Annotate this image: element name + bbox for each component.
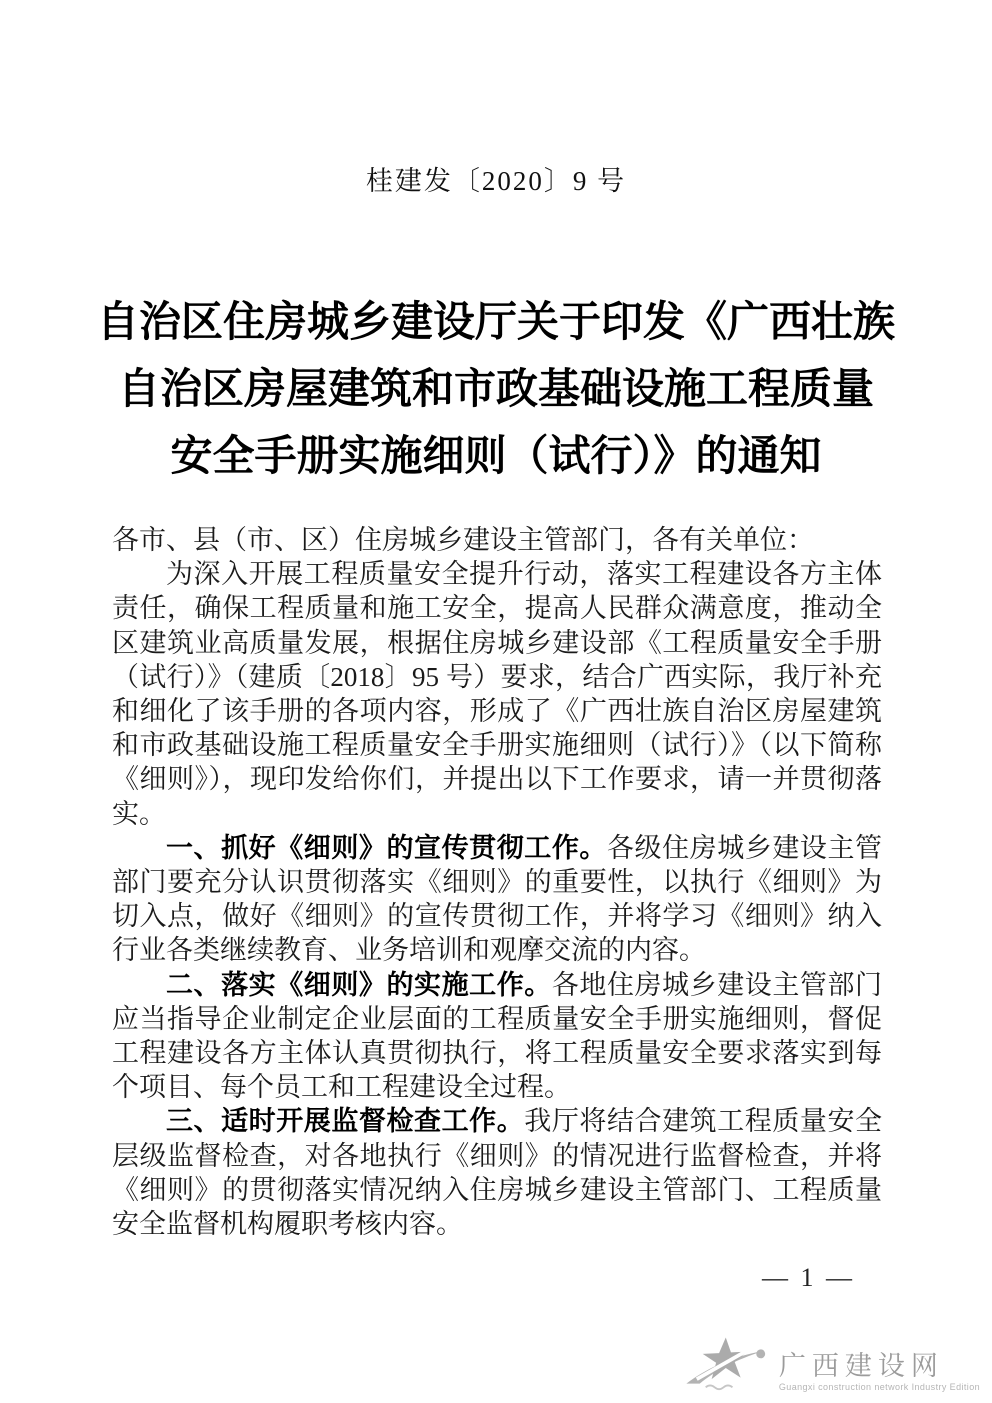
paragraph-section-3-text: 我厅将结合建筑工程质量安全层级监督检查，对各地执行《细则》的情况进行监督检查，并将《细则》的贯彻落实情况纳入住房城乡建设主管部门、工程质量安全监督机构履职考核内容。 xyxy=(112,1106,883,1240)
paragraph-intro xyxy=(112,557,882,831)
page-number: — 1 — xyxy=(762,1263,855,1292)
salutation: 各市、县（市、区）住房城乡建设主管部门，各有关单位： xyxy=(112,525,814,555)
paragraph-section-3 xyxy=(112,1104,882,1241)
paragraph-intro-text: 为深入开展工程质量安全提升行动，落实工程建设各方主体责任，确保工程质量和施工安全，提高人民群众满意度，推动全区建筑业高质量发展，根据住房城乡建设部《工程质量安全手册（试行）》（建质〔2018〕95 号）要求，结合广西实际，我厅补充和细化了该手册的各项内容，形成了《广西壮族自治区房屋建筑和市政基础设施工程质量安全手册实施细则（试行）》（以下简称《细则》），现印发给你们，并提出以下工作要求，请一并贯彻落实。 xyxy=(112,559,882,829)
watermark xyxy=(683,1336,980,1399)
watermark-text xyxy=(779,1336,980,1392)
document-body xyxy=(0,523,992,1241)
doc-number: 桂建发〔2020〕9 号 xyxy=(365,166,627,196)
watermark-name: 广西建设网 xyxy=(778,1351,944,1381)
paragraph-section-1-text: 各级住房城乡建设主管部门要充分认识贯彻落实《细则》的重要性，以执行《细则》为切入点，做好《细则》的宣传贯彻工作，并将学习《细则》纳入行业各类继续教育、业务培训和观摩交流的内容。 xyxy=(112,832,883,966)
paragraph-section-2 xyxy=(112,968,882,1105)
doc-title-line-2: 自治区房屋建筑和市政基础设施工程质量 xyxy=(117,367,874,413)
paragraph-section-1 xyxy=(112,831,882,968)
paragraph-section-2-heading: 二、落实《细则》的实施工作。 xyxy=(166,969,552,1000)
paragraph-section-3-heading: 三、适时开展监督检查工作。 xyxy=(166,1106,525,1137)
doc-title xyxy=(60,290,932,491)
paragraph-section-1-heading: 一、抓好《细则》的宣传贯彻工作。 xyxy=(166,832,607,863)
paragraph-section-2-text: 各地住房城乡建设主管部门应当指导企业制定企业层面的工程质量安全手册实施细则，督促工程建设各方主体认真贯彻执行，将工程质量安全要求落实到每个项目、每个员工和工程建设全过程。 xyxy=(112,969,883,1103)
star-logo-icon xyxy=(683,1336,773,1399)
watermark-subtitle: Guangxi construction network Industry Edition xyxy=(778,1382,980,1392)
doc-title-line-3: 安全手册实施细则（试行）》的通知 xyxy=(170,434,822,480)
doc-title-line-1: 自治区住房城乡建设厅关于印发《广西壮族 xyxy=(96,300,895,346)
